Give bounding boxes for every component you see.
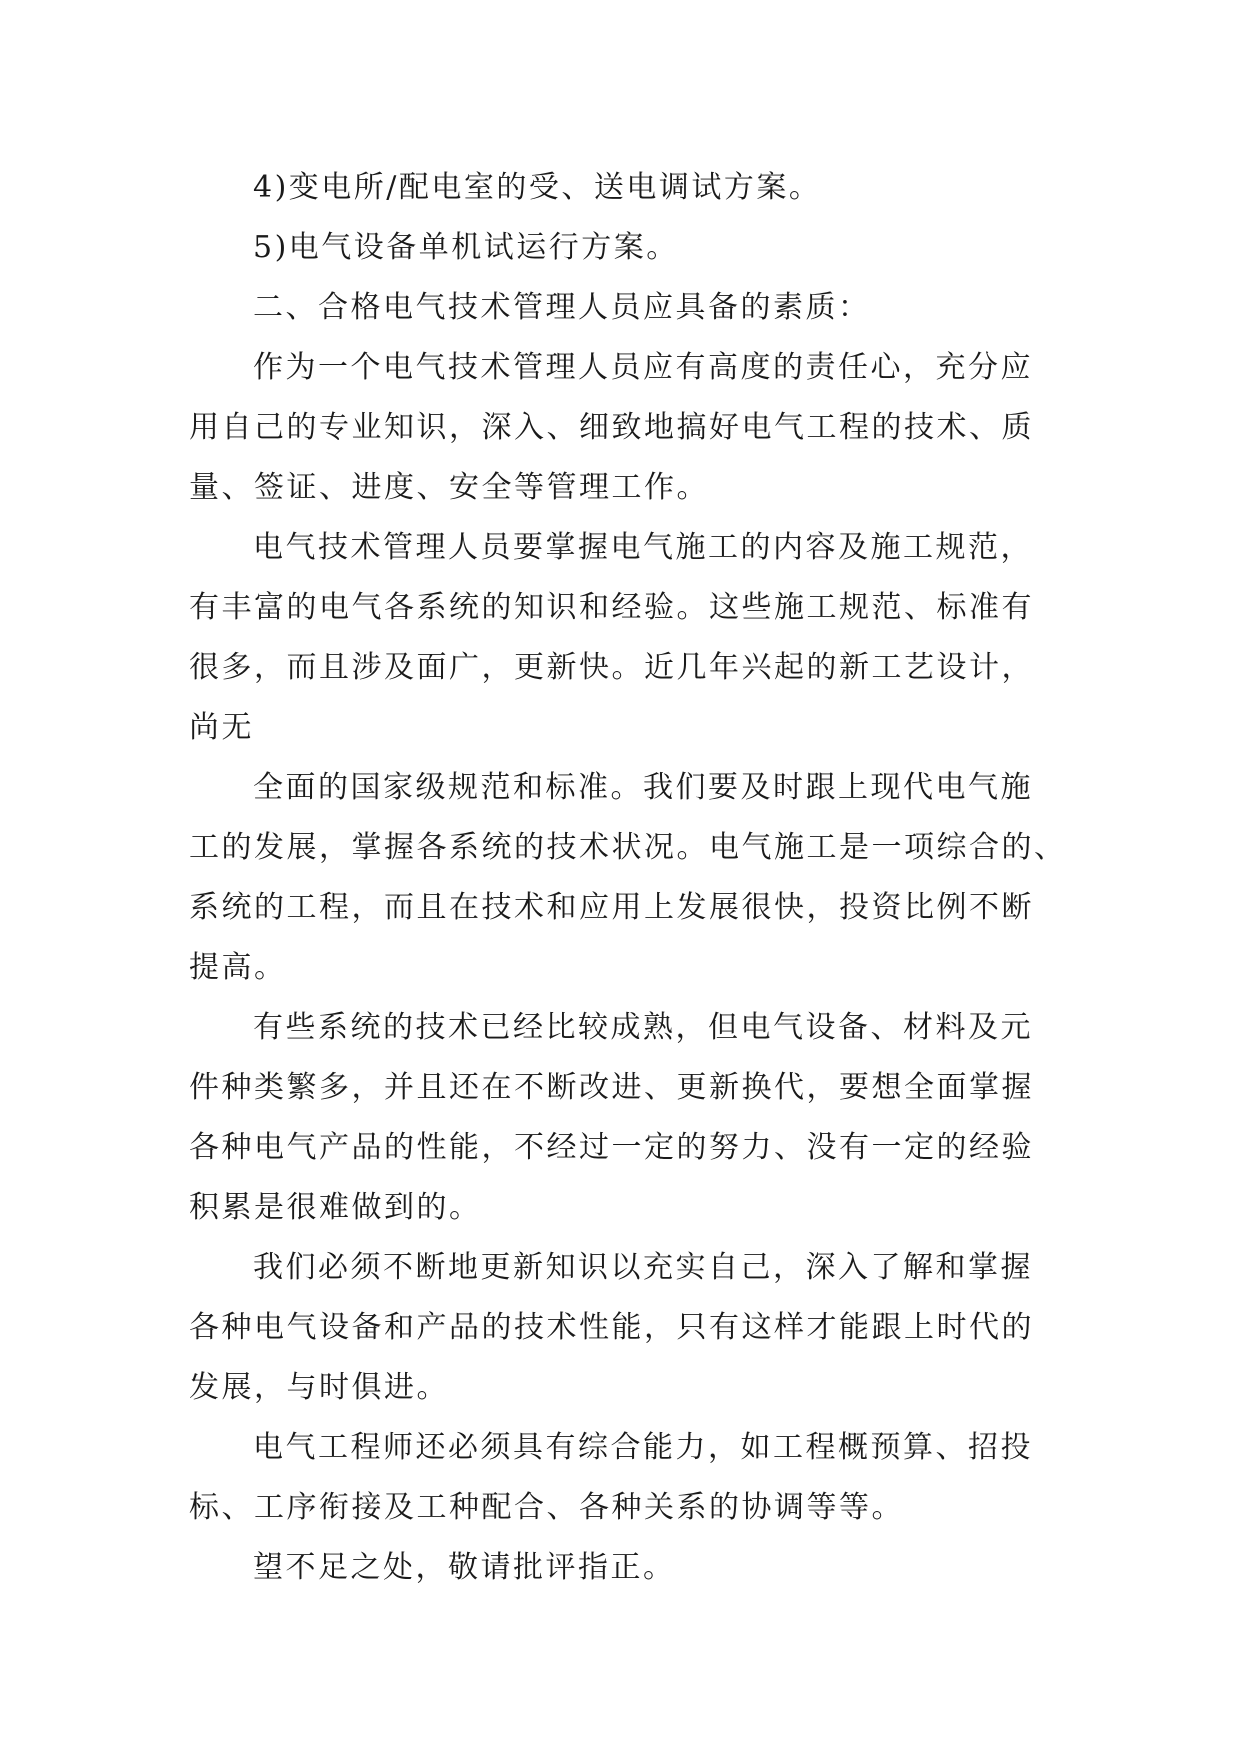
paragraph-update-knowledge: 我们必须不断地更新知识以充实自己，深入了解和掌握 各种电气设备和产品的技术性能，只有这样才能跟上时代的 发展，与时俱进。 — [189, 1250, 1034, 1405]
paragraph-comprehensive-ability: 电气工程师还必须具有综合能力，如工程概预算、招投 标、工序衔接及工种配合、各种关系的协调等等。 — [189, 1430, 1033, 1525]
paragraph-substation-test-plan: 4)变电所/配电室的受、送电调试方案。 — [253, 170, 822, 205]
document-body — [189, 158, 1069, 1598]
paragraph-standards-knowledge: 电气技术管理人员要掌握电气施工的内容及施工规范， 有丰富的电气各系统的知识和经验。这些施工规范、标准有 很多，而且涉及面广，更新快。近几年兴起的新工艺设计， 尚无 — [189, 530, 1034, 745]
section-heading-qualifications: 二、合格电气技术管理人员应具备的素质： — [253, 290, 871, 325]
paragraph-equipment-variety: 有些系统的技术已经比较成熟，但电气设备、材料及元 件种类繁多，并且还在不断改进、更新换代，要想全面掌握 各种电气产品的性能，不经过一定的努力、没有一定的经验 积累是很难做到的。 — [189, 1010, 1034, 1225]
paragraph-closing: 望不足之处，敬请批评指正。 — [253, 1550, 676, 1585]
paragraph-equipment-trial-run: 5)电气设备单机试运行方案。 — [253, 230, 679, 265]
paragraph-national-standards: 全面的国家级规范和标准。我们要及时跟上现代电气施 工的发展，掌握各系统的技术状况。电气施工是一项综合的、 系统的工程，而且在技术和应用上发展很快，投资比例不断 提高。 — [189, 770, 1067, 985]
paragraph-responsibility: 作为一个电气技术管理人员应有高度的责任心，充分应 用自己的专业知识，深入、细致地搞好电气工程的技术、质 量、签证、进度、安全等管理工作。 — [189, 350, 1034, 505]
